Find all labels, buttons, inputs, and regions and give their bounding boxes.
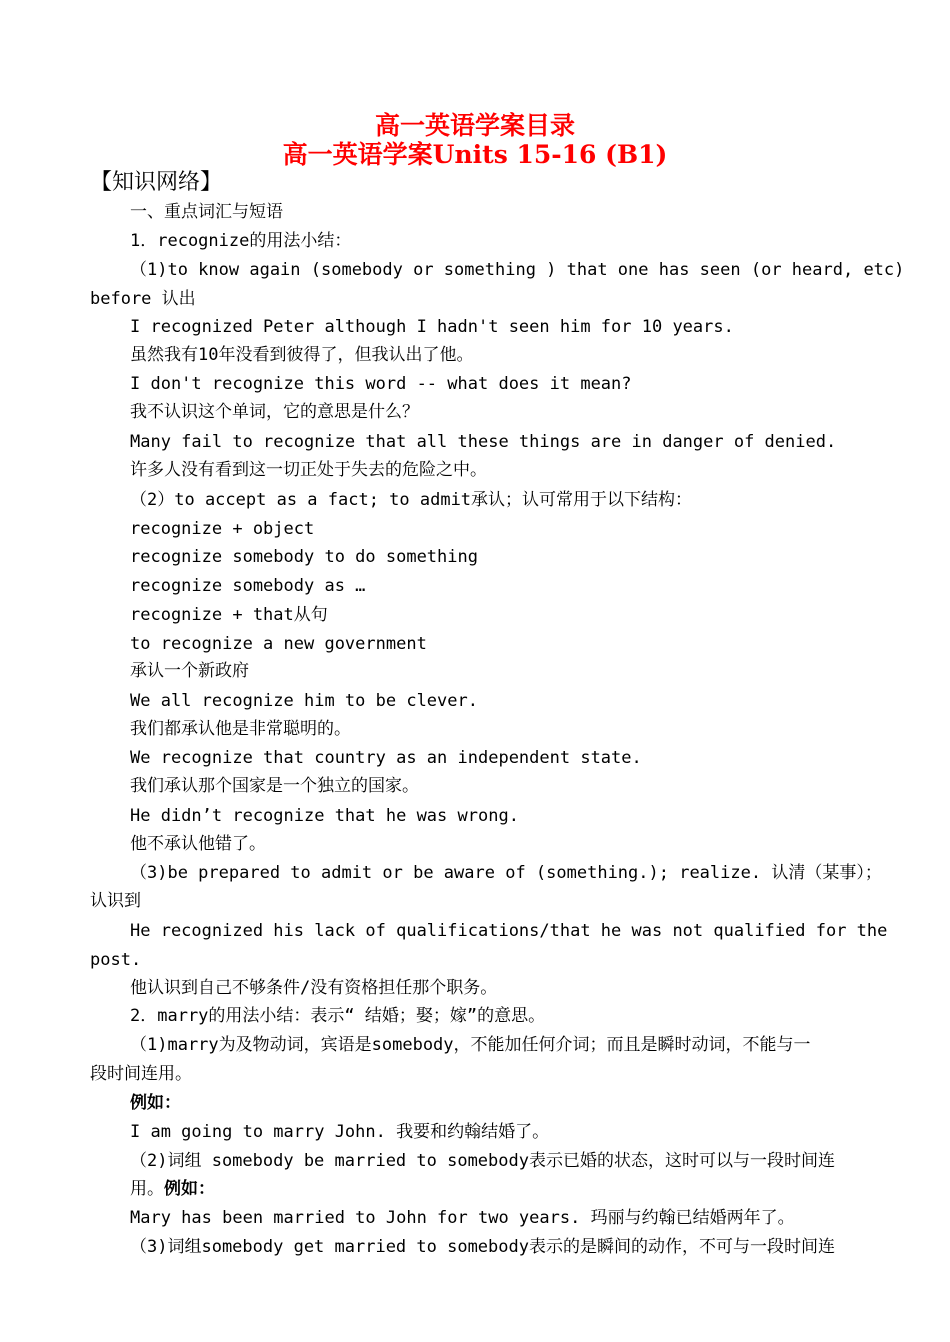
section-heading: 【知识网络】: [90, 170, 223, 195]
example-zh: 他认识到自己不够条件/没有资格担任那个职务。: [130, 978, 498, 998]
example-line: I am going to marry John. 我要和约翰结婚了。: [130, 1122, 550, 1142]
paragraph-line: （1)marry为及物动词，宾语是somebody，不能加任何介词；而且是瞬时动词，不能与一: [130, 1035, 811, 1055]
example-zh: 他不承认他错了。: [130, 834, 266, 854]
example-en: I don't recognize this word -- what does it mean?: [130, 374, 632, 394]
paragraph-line: 认识到: [90, 891, 141, 911]
example-label: 例如：: [164, 1179, 215, 1199]
structure-line: recognize + that从句: [130, 605, 328, 625]
example-en: We all recognize him to be clever.: [130, 691, 478, 711]
example-zh: 虽然我有10年没看到彼得了，但我认出了他。: [130, 345, 474, 365]
paragraph-line: before 认出: [90, 289, 196, 309]
paragraph-line: （3)be prepared to admit or be aware of (something.); realize. 认清（某事）；: [130, 863, 882, 883]
item-heading-marry: 2．marry的用法小结：表示“ 结婚；娶；嫁”的意思。: [130, 1006, 546, 1026]
example-en: Many fail to recognize that all these things are in danger of denied.: [130, 432, 837, 452]
example-label: 例如：: [130, 1093, 181, 1113]
example-en: We recognize that country as an independent state.: [130, 748, 642, 768]
example-en: He recognized his lack of qualifications/that he was not qualified for the: [130, 921, 888, 941]
example-en: He didn’t recognize that he was wrong.: [130, 806, 519, 826]
paragraph-line: （2)词组 somebody be married to somebody表示已婚的状态，这时可以与一段时间连: [130, 1151, 835, 1171]
example-zh: 许多人没有看到这一切正处于失去的危险之中。: [130, 460, 487, 480]
example-en: I recognized Peter although I hadn't seen him for 10 years.: [130, 317, 734, 337]
structure-line: recognize somebody as …: [130, 576, 366, 596]
example-zh: 承认一个新政府: [130, 661, 249, 681]
structure-line: recognize somebody to do something: [130, 547, 478, 567]
document-subtitle: 高一英语学案Units 15-16 (B1): [282, 140, 668, 169]
example-line: Mary has been married to John for two years. 玛丽与约翰已结婚两年了。: [130, 1208, 795, 1228]
paragraph-line: （2）to accept as a fact; to admit承认；认可常用于以下结构：: [130, 490, 693, 510]
subsection-heading: 一、重点词汇与短语: [130, 202, 283, 222]
paragraph-line: （1)to know again (somebody or something ) that one has seen (or heard, etc): [130, 260, 905, 280]
paragraph-line: 段时间连用。: [90, 1064, 192, 1084]
document-title: 高一英语学案目录: [374, 111, 575, 140]
paragraph-line: 用。例如：: [130, 1179, 215, 1199]
structure-line: recognize + object: [130, 519, 315, 539]
example-en-cont: post.: [90, 950, 142, 970]
example-zh: 我们都承认他是非常聪明的。: [130, 719, 351, 739]
paragraph-line: （3)词组somebody get married to somebody表示的是瞬间的动作，不可与一段时间连: [130, 1237, 835, 1257]
example-en: to recognize a new government: [130, 634, 427, 654]
example-zh: 我不认识这个单词，它的意思是什么？: [130, 402, 419, 422]
item-heading-recognize: 1．recognize的用法小结：: [130, 231, 352, 251]
example-zh: 我们承认那个国家是一个独立的国家。: [130, 776, 419, 796]
